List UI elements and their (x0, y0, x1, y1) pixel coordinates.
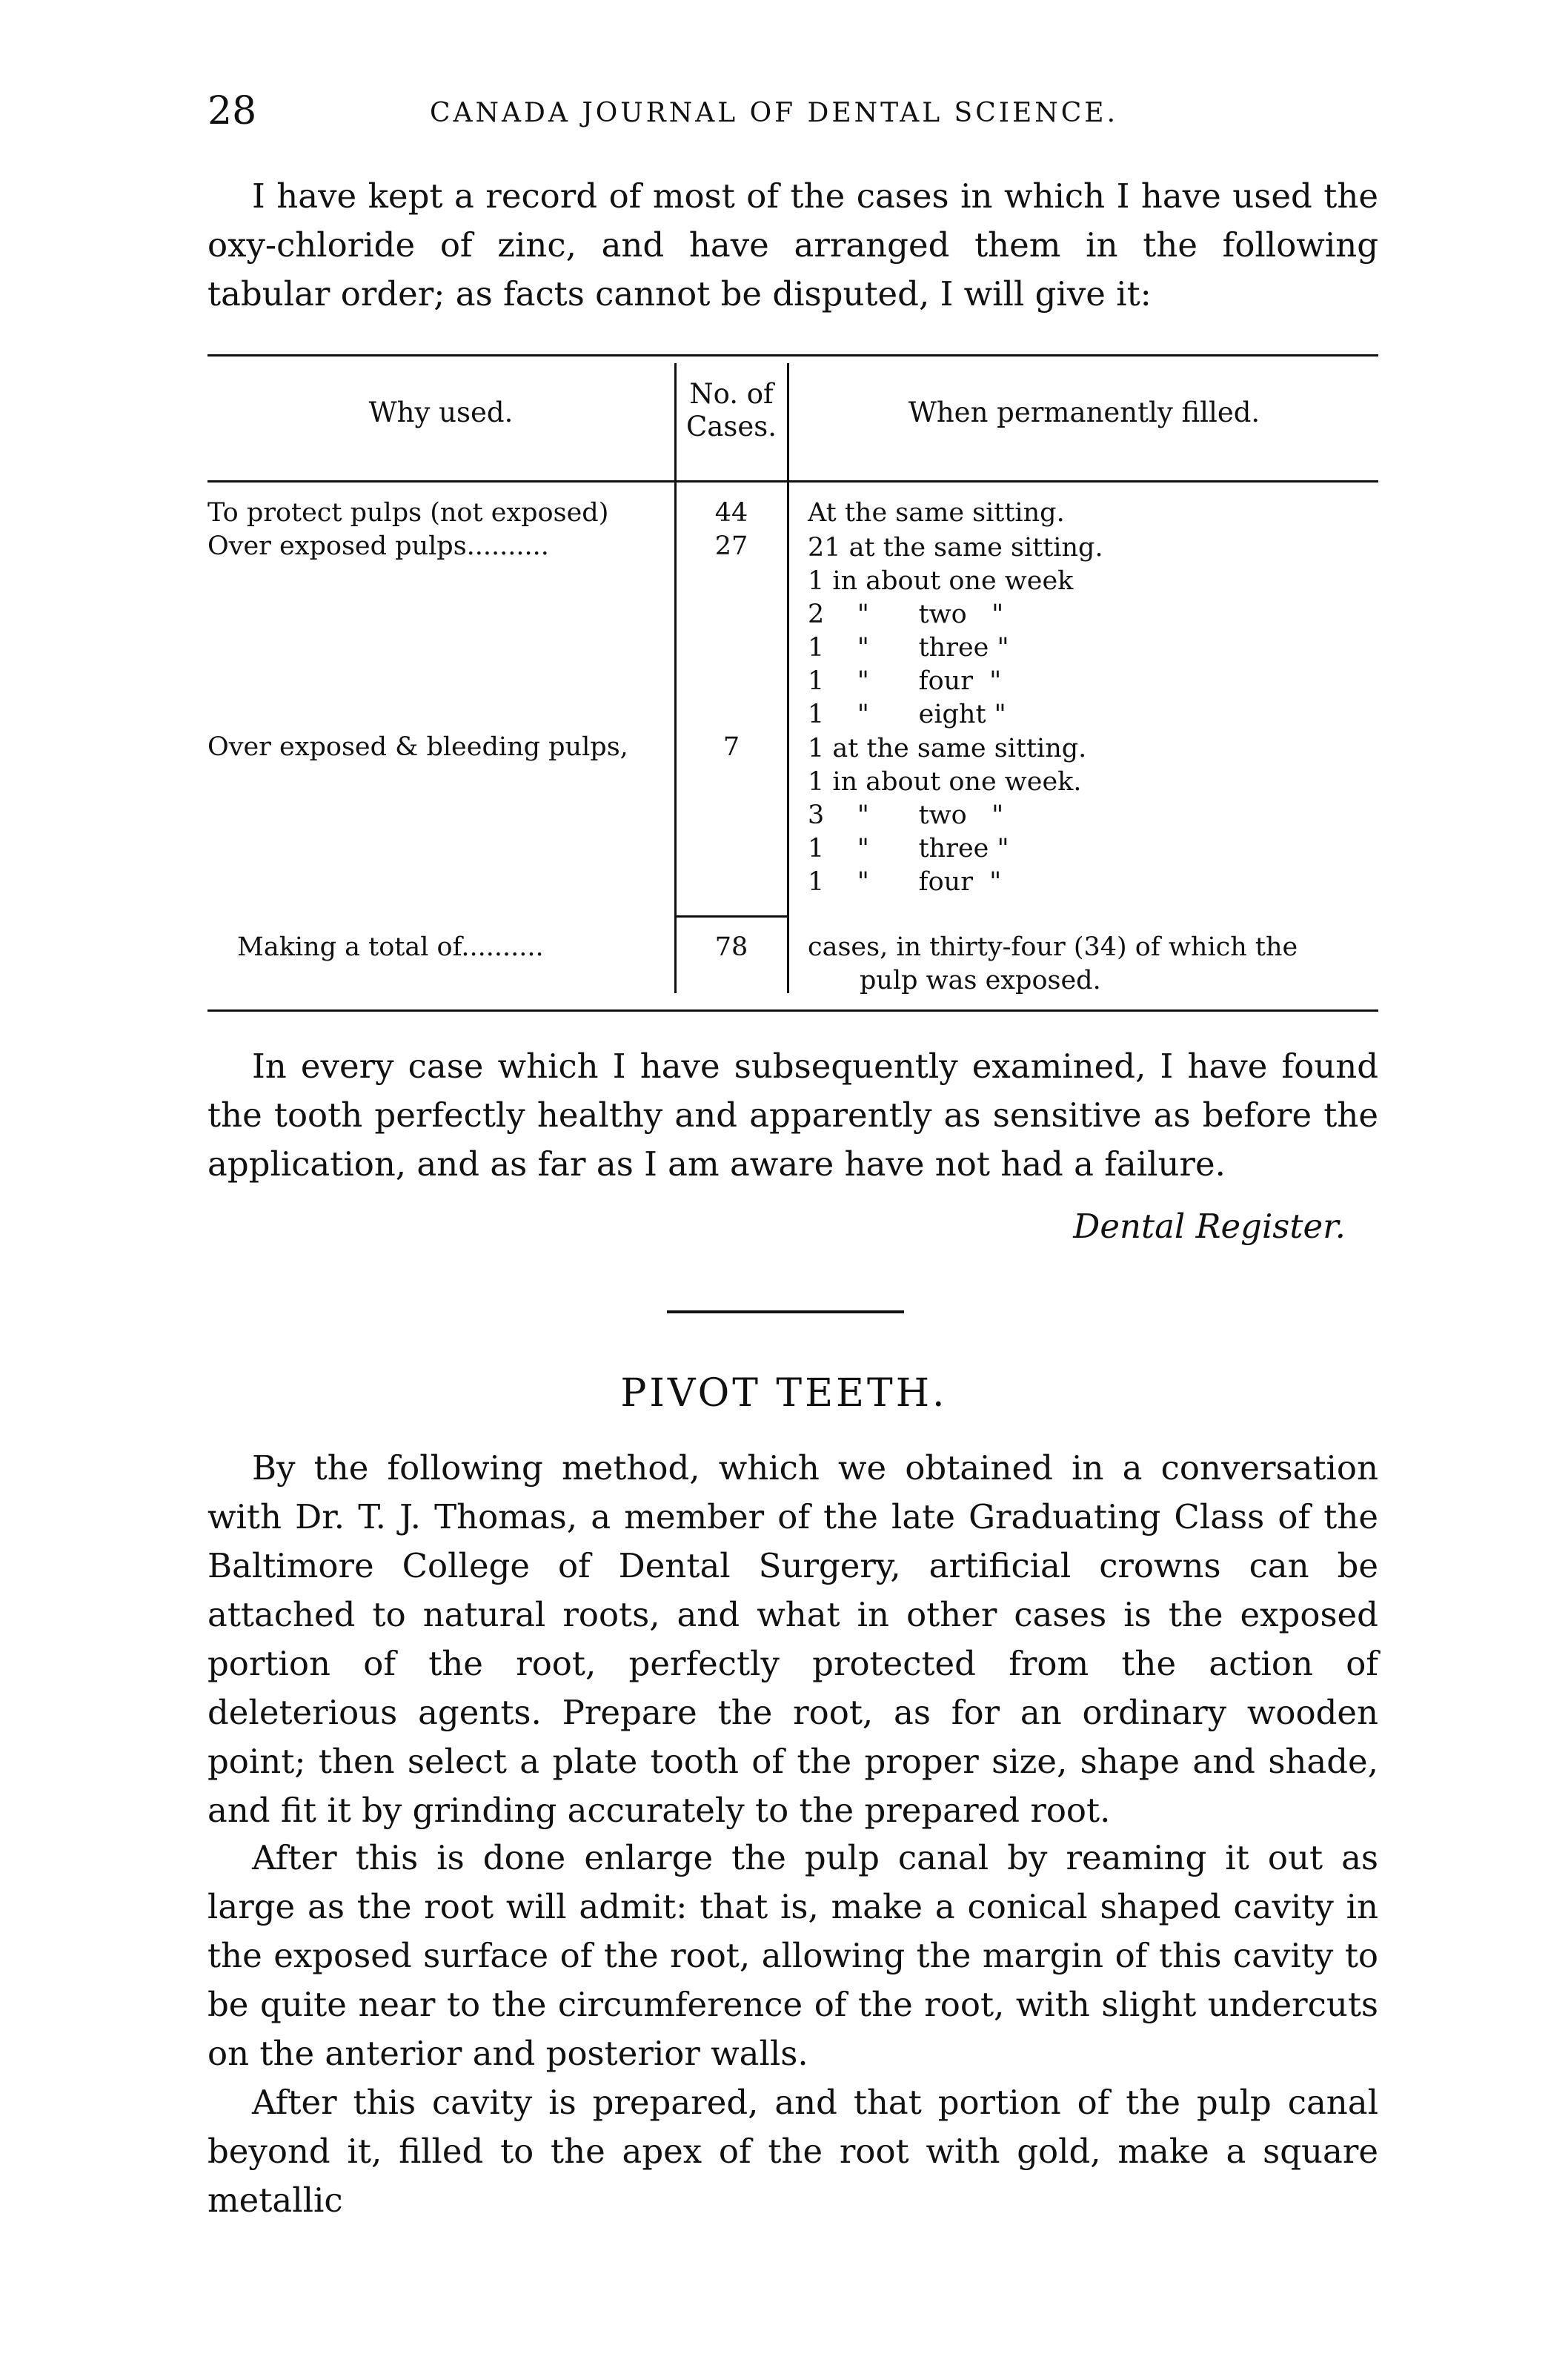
row-filled: At the same sitting. (808, 498, 1065, 528)
page-number: 28 (207, 89, 257, 133)
column-divider-right (787, 363, 789, 993)
filled-line: 21 at the same sitting. (808, 533, 1103, 563)
total-note-line1: cases, in thirty-four (34) of which the (808, 932, 1298, 962)
filled-line: 1 " three " (808, 834, 1009, 863)
header-when-filled: When permanently filled. (908, 397, 1260, 428)
section-paragraph: By the following method, which we obtained in a conversation with Dr. T. J. Thomas, a member of the late Graduating Class of the Baltimore College of Dental Surgery, artificial crowns can be attached to natural roots, and what in other cases is the exposed portion of the root, perfectly protected from the action of deleterious agents. Prepare the root, as for an ordinary wooden point; then select a plate tooth of the proper size, shape and shade, and fit it by grinding accurately to the prepared root. (207, 1448, 1378, 1830)
table-bottom-rule (207, 1009, 1378, 1012)
filled-line: 1 " three " (808, 633, 1009, 663)
total-label: Making a total of.......... (237, 932, 544, 962)
row-cases: 27 (714, 531, 748, 561)
row-filled-list (808, 531, 1103, 732)
section-paragraph: After this is done enlarge the pulp canal by reaming it out as large as the root will admit: that is, make a conical shaped cavity in the exposed surface of the root, allowing the margin of this cavity to be quite near to the circumference of the root, with slight undercuts on the anterior and posterior walls. (207, 1838, 1378, 2073)
filled-line: 1 at the same sitting. (808, 734, 1087, 763)
row-cases: 7 (722, 732, 740, 762)
filled-line: 1 in about one week (808, 566, 1074, 596)
intro-paragraph: I have kept a record of most of the cases in which I have used the oxy-chloride of zinc, and have arranged them in the following tabular order; as facts cannot be disputed, I will give it: (207, 176, 1378, 314)
after-table-paragraph: In every case which I have subsequently examined, I have found the tooth perfectly healthy and apparently as sensitive as before the application, and as far as I am aware have not had a failure. (207, 1047, 1378, 1184)
section-title: PIVOT TEETH. (620, 1371, 948, 1416)
filled-line: 1 in about one week. (808, 767, 1082, 797)
row-reason: Over exposed & bleeding pulps, (207, 732, 628, 762)
filled-line: 1 " four " (808, 867, 1002, 897)
table-top-rule (207, 354, 1378, 357)
row-filled-list (808, 732, 1086, 899)
filled-line: 1 " four " (808, 666, 1002, 696)
running-head (207, 89, 1378, 148)
filled-line: 3 " two " (808, 800, 1004, 830)
table-header-rule (207, 480, 1378, 483)
section-divider (667, 1310, 904, 1313)
row-reason: To protect pulps (not exposed) (207, 498, 609, 528)
filled-line: 1 " eight " (808, 700, 1006, 729)
source-signature: Dental Register. (1073, 1207, 1346, 1246)
journal-title: CANADA JOURNAL OF DENTAL SCIENCE. (430, 98, 1119, 128)
total-sum-rule (676, 915, 787, 918)
section-paragraph: After this cavity is prepared, and that portion of the pulp canal beyond it, filled to the apex of the root with gold, make a square metallic (207, 2083, 1378, 2220)
filled-line: 2 " two " (808, 600, 1004, 629)
total-cases: 78 (714, 932, 748, 962)
row-reason: Over exposed pulps.......... (207, 531, 549, 561)
total-note-line2: pulp was exposed. (860, 966, 1101, 995)
row-cases: 44 (714, 498, 748, 528)
header-no-of-cases: No. of Cases. (685, 378, 777, 442)
header-why-used: Why used. (368, 397, 514, 428)
column-divider-left (674, 363, 677, 993)
